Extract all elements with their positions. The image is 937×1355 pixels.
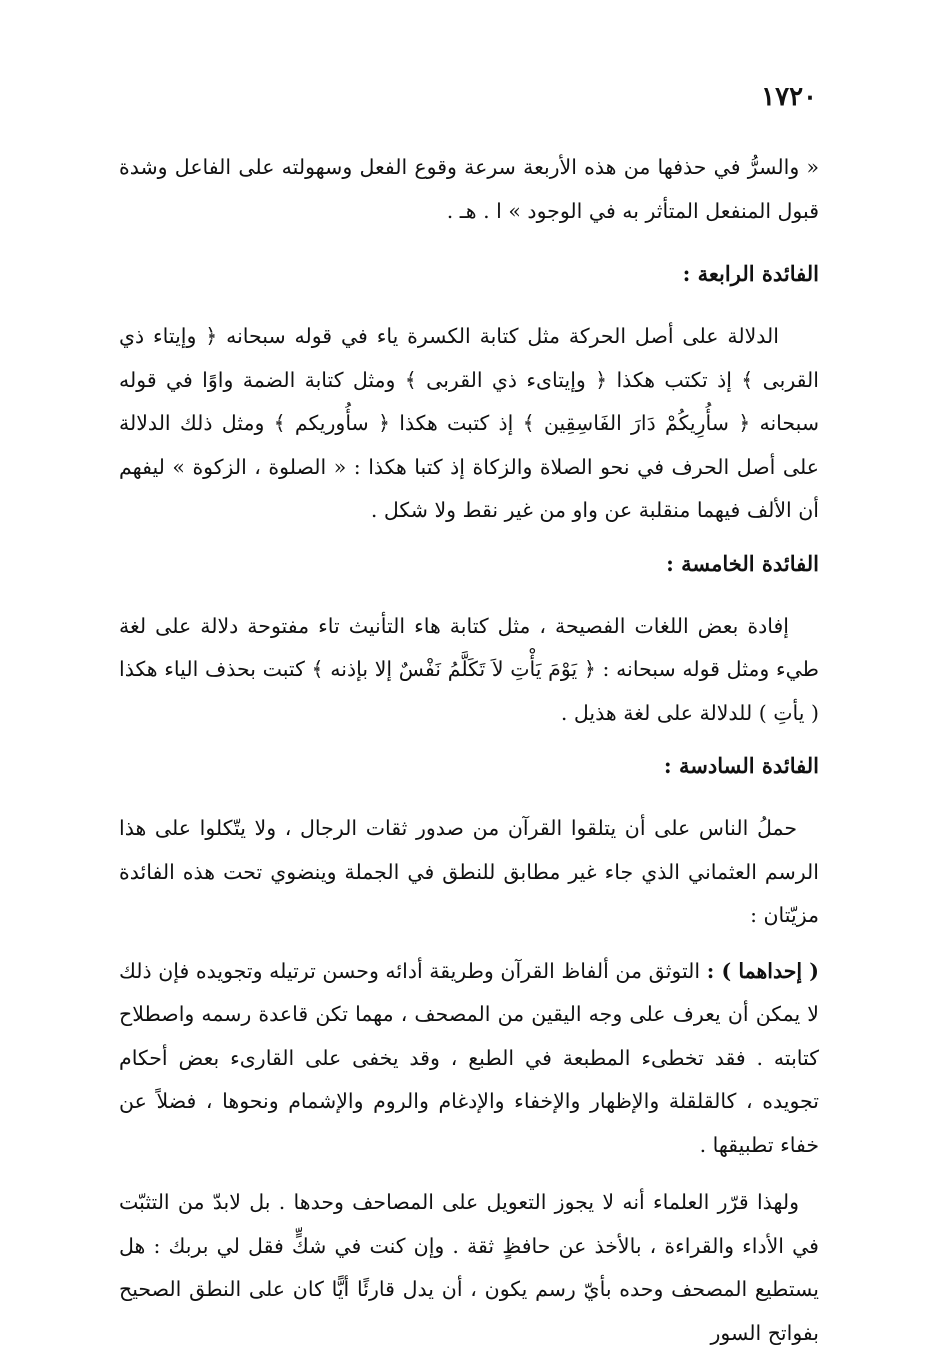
first-merit-text: التوثق من ألفاظ القرآن وطريقة أدائه وحسن ترتيله وتجويده فإن ذلك لا يمكن أن يعرف على وجه اليقين من المصحف ، مهما تكن قاعدة رسمه واصطلاح كتابته . فقد تخطىء المطبعة في الطبع ، وقد يخفى على القارىء بعض أحكام تجويده ، كالقلقلة والإظهار والإخفاء والإدغام والروم والإشمام ونحوها ، فضلاً عن خفاء تطبيقها . [119, 958, 819, 1157]
paragraph-fifth-benefit: إفادة بعض اللغات الفصيحة ، مثل كتابة هاء التأنيث تاء مفتوحة دلالة على لغة طيء ومثل قوله سبحانه : ﴿ يَوْمَ يَأْتِ لاَ تَكَلَّمُ نَفْسٌ إلا بإذنه ﴾ كتبت بحذف الياء هكذا ( يأتِ ) للدلالة على لغة هذيل . [119, 613, 819, 725]
first-merit-label: ( إحداهما ) : [706, 958, 819, 983]
paragraph-fourth-benefit: الدلالة على أصل الحركة مثل كتابة الكسرة ياء في قوله سبحانه ﴿ وإيتاء ذي القربى ﴾ إذ تكتب هكذا ﴿ وإيتاىء ذي القربى ﴾ ومثل كتابة الضمة واوًا في قوله سبحانه ﴿ سأُرِيكُمْ دَارَ الفَاسِقِين ﴾ إذ كتبت هكذا ﴿ سأُوريكم ﴾ ومثل ذلك الدلالة على أصل الحرف في نحو الصلاة والزكاة إذ كتبا هكذا : « الصلوة ، الزكوة » ليفهم أن الألف فيهما منقلبة عن واو من غير نقط ولا شكل . [119, 324, 819, 522]
quote-paragraph: « والسرُّ في حذفها من هذه الأربعة سرعة وقوع الفعل وسهولته على الفاعل وشدة قبول المنفعل المتأثر به في الوجود » ا . هـ . [119, 155, 819, 223]
paragraph-sixth-benefit: حملُ الناس على أن يتلقوا القرآن من صدور ثقات الرجال ، ولا يتّكلوا على هذا الرسم العثماني الذي جاء غير مطابق للنطق في الجملة وينضوي تحت هذه الفائدة مزيّتان : [119, 816, 819, 927]
paragraph-reliance: ولهذا قرّر العلماء أنه لا يجوز التعويل على المصاحف وحدها . بل لابدّ من التثبّت في الأداء والقراءة ، بالأخذ عن حافظٍ ثقة . وإن كنت في شكٍّ فقل لي بربك : هل يستطيع المصحف وحده بأيّ رسم يكون ، أن يدل قارئًا أيًّا كان على النطق الصحيح بفواتح السور [119, 1190, 819, 1345]
paragraph-first-merit [119, 950, 819, 1168]
page-number: ١٧٢٠ [761, 82, 817, 112]
page-content [119, 146, 819, 1355]
heading-fifth-benefit: الفائدة الخامسة : [666, 550, 819, 576]
heading-fourth-benefit: الفائدة الرابعة : [682, 261, 819, 286]
heading-sixth-benefit: الفائدة السادسة : [663, 753, 819, 778]
